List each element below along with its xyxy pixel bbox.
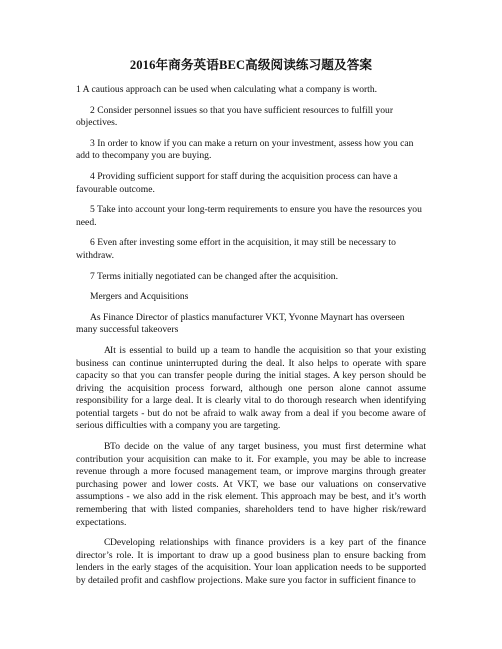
document-title: 2016年商务英语BEC高级阅读练习题及答案 [129, 58, 373, 72]
section-c-text: Developing relationships with finance providers is a key part of the finance director’s role. It is important to draw up a good business plan to ensure backing from lenders in the early stages of the acquisition. Your loan application needs to be supported by detailed profit and cashflow projections. Make sure you factor in sufficient finance to [76, 537, 426, 586]
section-b-text: To decide on the value of any target business, you must first determine what contribution your acquisition can make to it. For example, you may be able to increase revenue through a more focused management team, or improve margins through greater purchasing power and lower costs. At VKT, we base our valuations on conservative assumptions - we also add in the risk element. This approach may be best, and it’s worth remembering that with listed companies, shareholders tend to have higher risk/reward expectations. [76, 441, 426, 528]
section-a [76, 345, 426, 433]
statement-2: 2 Consider personnel issues so that you have sufficient resources to fulfill your objectives. [76, 104, 394, 129]
section-c [76, 537, 426, 587]
statement-5: 5 Take into account your long-term requirements to ensure you have the resources you need. [76, 204, 422, 228]
section-a-label: A [104, 344, 111, 356]
article-intro: As Finance Director of plastics manufacturer VKT, Yvonne Maynart has overseen many successful takeovers [76, 311, 405, 336]
statement-3: 3 In order to know if you can make a return on your investment, assess how you can add to thecompany you are buying. [76, 137, 414, 162]
article-title: Mergers and Acquisitions [90, 291, 189, 303]
section-b-label: B [104, 441, 111, 453]
statement-6: 6 Even after investing some effort in the acquisition, it may still be necessary to withdraw. [76, 237, 396, 261]
statement-7: 7 Terms initially negotiated can be changed after the acquisition. [90, 270, 338, 282]
section-b [76, 441, 426, 529]
section-a-text: It is essential to build up a team to handle the acquisition so that your existing business can continue uninterrupted during the deal. It also helps to operate with spare capacity so that you can transfer people during the initial stages. A key person should be driving the acquisition process forward, although one person alone cannot assume responsibility for a large deal. It is clearly vital to do thorough research when identifying potential targets - but do not be afraid to walk away from a deal if you become aware of serious difficulties with a company you are targeting. [76, 344, 426, 432]
section-c-label: C [104, 537, 111, 549]
statement-1: 1 A cautious approach can be used when calculating what a company is worth. [76, 84, 378, 95]
statement-4: 4 Providing sufficient support for staff during the acquisition process can have a favourable outcome. [76, 170, 398, 195]
